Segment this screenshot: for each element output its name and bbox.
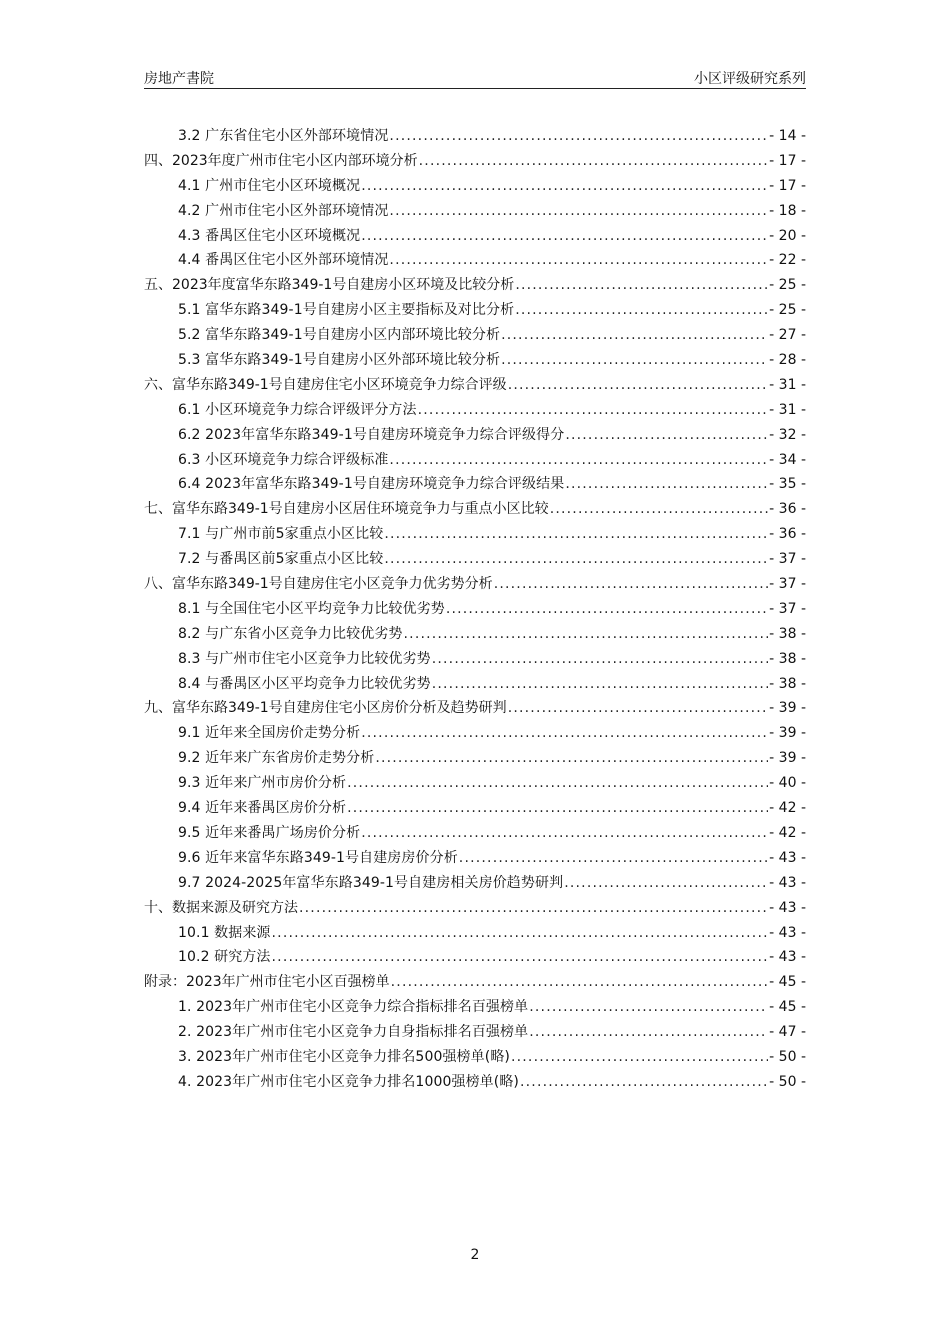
toc-entry-page: - 43 - bbox=[769, 899, 806, 916]
toc-dot-leader bbox=[494, 574, 768, 594]
toc-entry-title: 9.2 近年来广东省房价走势分析 bbox=[178, 750, 375, 767]
toc-entry-title: 9.1 近年来全国房价走势分析 bbox=[178, 725, 361, 742]
toc-entry-page: - 25 - bbox=[769, 277, 806, 294]
toc-entry-page: - 22 - bbox=[769, 252, 806, 269]
toc-dot-leader bbox=[384, 524, 768, 544]
toc-dot-leader bbox=[384, 549, 768, 569]
toc-entry-page: - 37 - bbox=[769, 551, 806, 568]
toc-section-entry[interactable] bbox=[144, 1047, 806, 1072]
toc-dot-leader bbox=[391, 972, 769, 992]
toc-dot-leader bbox=[361, 723, 768, 743]
toc-section-entry[interactable] bbox=[144, 400, 806, 425]
toc-entry-title: 五、2023年度富华东路349-1号自建房小区环境及比较分析 bbox=[144, 277, 515, 294]
toc-section-entry[interactable] bbox=[144, 748, 806, 773]
toc-section-entry[interactable] bbox=[144, 450, 806, 475]
toc-dot-leader bbox=[272, 947, 769, 967]
toc-section-entry[interactable] bbox=[144, 624, 806, 649]
toc-dot-leader bbox=[347, 773, 768, 793]
toc-section-entry[interactable] bbox=[144, 723, 806, 748]
toc-dot-leader bbox=[515, 275, 768, 295]
toc-entry-title: 7.1 与广州市前5家重点小区比较 bbox=[178, 526, 384, 543]
toc-dot-leader bbox=[446, 599, 768, 619]
toc-entry-page: - 28 - bbox=[769, 352, 806, 369]
toc-section-entry[interactable] bbox=[144, 425, 806, 450]
toc-chapter-entry[interactable] bbox=[144, 151, 806, 176]
toc-entry-title: 10.1 数据来源 bbox=[178, 924, 271, 941]
toc-dot-leader bbox=[501, 350, 768, 370]
toc-dot-leader bbox=[347, 798, 768, 818]
toc-entry-title: 9.5 近年来番禺广场房价分析 bbox=[178, 824, 361, 841]
toc-section-entry[interactable] bbox=[144, 848, 806, 873]
toc-entry-title: 十、数据来源及研究方法 bbox=[144, 899, 298, 916]
toc-entry-page: - 43 - bbox=[769, 949, 806, 966]
toc-entry-title: 3. 2023年广州市住宅小区竞争力排名500强榜单(略) bbox=[178, 1048, 510, 1065]
toc-dot-leader bbox=[361, 823, 768, 843]
table-of-contents bbox=[144, 126, 806, 1097]
toc-section-entry[interactable] bbox=[144, 250, 806, 275]
toc-entry-page: - 36 - bbox=[769, 501, 806, 518]
toc-entry-title: 4. 2023年广州市住宅小区竞争力排名1000强榜单(略) bbox=[178, 1073, 519, 1090]
toc-entry-title: 4.2 广州市住宅小区外部环境情况 bbox=[178, 202, 389, 219]
toc-entry-title: 4.1 广州市住宅小区环境概况 bbox=[178, 177, 361, 194]
toc-entry-title: 9.7 2024-2025年富华东路349-1号自建房相关房价趋势研判 bbox=[178, 874, 564, 891]
toc-section-entry[interactable] bbox=[144, 300, 806, 325]
toc-entry-page: - 36 - bbox=[769, 526, 806, 543]
toc-section-entry[interactable] bbox=[144, 1072, 806, 1097]
toc-entry-title: 附录：2023年广州市住宅小区百强榜单 bbox=[144, 974, 390, 991]
toc-dot-leader bbox=[299, 898, 768, 918]
toc-section-entry[interactable] bbox=[144, 798, 806, 823]
toc-section-entry[interactable] bbox=[144, 947, 806, 972]
toc-dot-leader bbox=[508, 698, 768, 718]
toc-section-entry[interactable] bbox=[144, 201, 806, 226]
toc-dot-leader bbox=[529, 997, 768, 1017]
toc-entry-title: 六、富华东路349-1号自建房住宅小区环境竞争力综合评级 bbox=[144, 376, 507, 393]
toc-entry-page: - 31 - bbox=[769, 401, 806, 418]
toc-entry-title: 3.2 广东省住宅小区外部环境情况 bbox=[178, 128, 389, 144]
toc-section-entry[interactable] bbox=[144, 524, 806, 549]
toc-entry-title: 8.4 与番禺区小区平均竞争力比较优劣势 bbox=[178, 675, 431, 692]
toc-entry-page: - 39 - bbox=[769, 700, 806, 717]
toc-section-entry[interactable] bbox=[144, 350, 806, 375]
page-number: 2 bbox=[470, 1247, 480, 1263]
toc-dot-leader bbox=[432, 649, 768, 669]
toc-dot-leader bbox=[375, 748, 768, 768]
toc-entry-title: 8.2 与广东省小区竞争力比较优劣势 bbox=[178, 625, 403, 642]
toc-section-entry[interactable] bbox=[144, 997, 806, 1022]
toc-dot-leader bbox=[501, 325, 768, 345]
toc-dot-leader bbox=[564, 873, 768, 893]
toc-dot-leader bbox=[529, 1022, 768, 1042]
toc-chapter-entry[interactable] bbox=[144, 698, 806, 723]
toc-dot-leader bbox=[389, 250, 768, 270]
toc-section-entry[interactable] bbox=[144, 176, 806, 201]
toc-chapter-entry[interactable] bbox=[144, 574, 806, 599]
toc-dot-leader bbox=[511, 1047, 768, 1067]
toc-entry-page: - 43 - bbox=[769, 849, 806, 866]
toc-entry-page: - 35 - bbox=[769, 476, 806, 493]
toc-entry-page: - 40 - bbox=[769, 775, 806, 792]
toc-section-entry[interactable] bbox=[144, 226, 806, 251]
toc-entry-title: 6.1 小区环境竞争力综合评级评分方法 bbox=[178, 401, 417, 418]
toc-entry-title: 5.3 富华东路349-1号自建房小区外部环境比较分析 bbox=[178, 352, 501, 369]
toc-section-entry[interactable] bbox=[144, 823, 806, 848]
toc-section-entry[interactable] bbox=[144, 1022, 806, 1047]
toc-dot-leader bbox=[515, 300, 768, 320]
toc-entry-title: 2. 2023年广州市住宅小区竞争力自身指标排名百强榜单 bbox=[178, 1024, 529, 1041]
toc-section-entry[interactable] bbox=[144, 873, 806, 898]
toc-entry-page: - 27 - bbox=[769, 327, 806, 344]
toc-entry-title: 9.4 近年来番禺区房价分析 bbox=[178, 800, 347, 817]
toc-entry-page: - 17 - bbox=[769, 177, 806, 194]
toc-entry-title: 9.3 近年来广州市房价分析 bbox=[178, 775, 347, 792]
toc-dot-leader bbox=[361, 176, 768, 196]
toc-entry-page: - 38 - bbox=[769, 625, 806, 642]
toc-chapter-entry[interactable] bbox=[144, 972, 806, 997]
toc-entry-title: 九、富华东路349-1号自建房住宅小区房价分析及趋势研判 bbox=[144, 700, 507, 717]
toc-entry-title: 6.3 小区环境竞争力综合评级标准 bbox=[178, 451, 389, 468]
toc-section-entry[interactable] bbox=[144, 549, 806, 574]
toc-entry-title: 1. 2023年广州市住宅小区竞争力综合指标排名百强榜单 bbox=[178, 999, 529, 1016]
toc-dot-leader bbox=[272, 923, 769, 943]
toc-section-entry[interactable] bbox=[144, 599, 806, 624]
toc-entry-page: - 50 - bbox=[769, 1073, 806, 1090]
toc-dot-leader bbox=[565, 425, 768, 445]
toc-entry-title: 5.1 富华东路349-1号自建房小区主要指标及对比分析 bbox=[178, 302, 515, 319]
header-series-title: 小区评级研究系列 bbox=[694, 71, 806, 87]
toc-entry-title: 4.4 番禺区住宅小区外部环境情况 bbox=[178, 252, 389, 269]
toc-entry-title: 七、富华东路349-1号自建房小区居住环境竞争力与重点小区比较 bbox=[144, 501, 549, 518]
toc-entry-page: - 45 - bbox=[769, 974, 806, 991]
toc-entry-page: - 43 - bbox=[769, 924, 806, 941]
toc-chapter-entry[interactable] bbox=[144, 499, 806, 524]
toc-entry-page: - 38 - bbox=[769, 675, 806, 692]
toc-dot-leader bbox=[432, 674, 768, 694]
toc-chapter-entry[interactable] bbox=[144, 375, 806, 400]
toc-entry-title: 5.2 富华东路349-1号自建房小区内部环境比较分析 bbox=[178, 327, 501, 344]
toc-section-entry[interactable] bbox=[144, 649, 806, 674]
toc-chapter-entry[interactable] bbox=[144, 898, 806, 923]
toc-dot-leader bbox=[418, 400, 769, 420]
toc-dot-leader bbox=[565, 474, 768, 494]
toc-entry-title: 6.4 2023年富华东路349-1号自建房环境竞争力综合评级结果 bbox=[178, 476, 565, 493]
toc-entry-title: 8.1 与全国住宅小区平均竞争力比较优劣势 bbox=[178, 600, 445, 617]
toc-entry-page: - 47 - bbox=[769, 1024, 806, 1041]
toc-entry-page: - 31 - bbox=[769, 376, 806, 393]
toc-entry-title: 9.6 近年来富华东路349-1号自建房房价分析 bbox=[178, 849, 458, 866]
toc-dot-leader bbox=[389, 126, 768, 146]
toc-dot-leader bbox=[459, 848, 768, 868]
toc-section-entry[interactable] bbox=[144, 474, 806, 499]
toc-dot-leader bbox=[550, 499, 768, 519]
toc-dot-leader bbox=[389, 450, 768, 470]
toc-entry-page: - 39 - bbox=[769, 750, 806, 767]
toc-section-entry[interactable] bbox=[144, 674, 806, 699]
toc-entry-page: - 25 - bbox=[769, 302, 806, 319]
toc-entry-page: - 17 - bbox=[769, 152, 806, 169]
toc-dot-leader bbox=[419, 151, 769, 171]
toc-section-entry[interactable] bbox=[144, 126, 806, 151]
toc-entry-title: 8.3 与广州市住宅小区竞争力比较优劣势 bbox=[178, 650, 431, 667]
toc-entry-page: - 50 - bbox=[769, 1048, 806, 1065]
toc-entry-page: - 34 - bbox=[769, 451, 806, 468]
toc-entry-page: - 20 - bbox=[769, 227, 806, 244]
toc-section-entry[interactable] bbox=[144, 325, 806, 350]
page-header bbox=[144, 66, 806, 89]
toc-dot-leader bbox=[389, 201, 768, 221]
toc-chapter-entry[interactable] bbox=[144, 275, 806, 300]
toc-dot-leader bbox=[520, 1072, 768, 1092]
toc-entry-page: - 39 - bbox=[769, 725, 806, 742]
toc-entry-page: - 32 - bbox=[769, 426, 806, 443]
toc-entry-title: 四、2023年度广州市住宅小区内部环境分析 bbox=[144, 152, 418, 169]
toc-entry-page: - 45 - bbox=[769, 999, 806, 1016]
toc-entry-page: - 38 - bbox=[769, 650, 806, 667]
toc-entry-page: - 42 - bbox=[769, 800, 806, 817]
toc-entry-page: - 43 - bbox=[769, 874, 806, 891]
toc-entry-page: - 37 - bbox=[769, 600, 806, 617]
toc-dot-leader bbox=[404, 624, 769, 644]
toc-entry-title: 6.2 2023年富华东路349-1号自建房环境竞争力综合评级得分 bbox=[178, 426, 565, 443]
header-publisher: 房地产書院 bbox=[144, 71, 214, 87]
toc-dot-leader bbox=[508, 375, 768, 395]
toc-entry-page: - 14 - bbox=[769, 128, 806, 144]
toc-entry-page: - 42 - bbox=[769, 824, 806, 841]
toc-entry-title: 八、富华东路349-1号自建房住宅小区竞争力优劣势分析 bbox=[144, 576, 493, 593]
toc-section-entry[interactable] bbox=[144, 923, 806, 948]
toc-entry-title: 10.2 研究方法 bbox=[178, 949, 271, 966]
toc-section-entry[interactable] bbox=[144, 773, 806, 798]
toc-entry-title: 7.2 与番禺区前5家重点小区比较 bbox=[178, 551, 384, 568]
toc-entry-page: - 18 - bbox=[769, 202, 806, 219]
toc-entry-page: - 37 - bbox=[769, 576, 806, 593]
toc-dot-leader bbox=[361, 226, 768, 246]
toc-entry-title: 4.3 番禺区住宅小区环境概况 bbox=[178, 227, 361, 244]
